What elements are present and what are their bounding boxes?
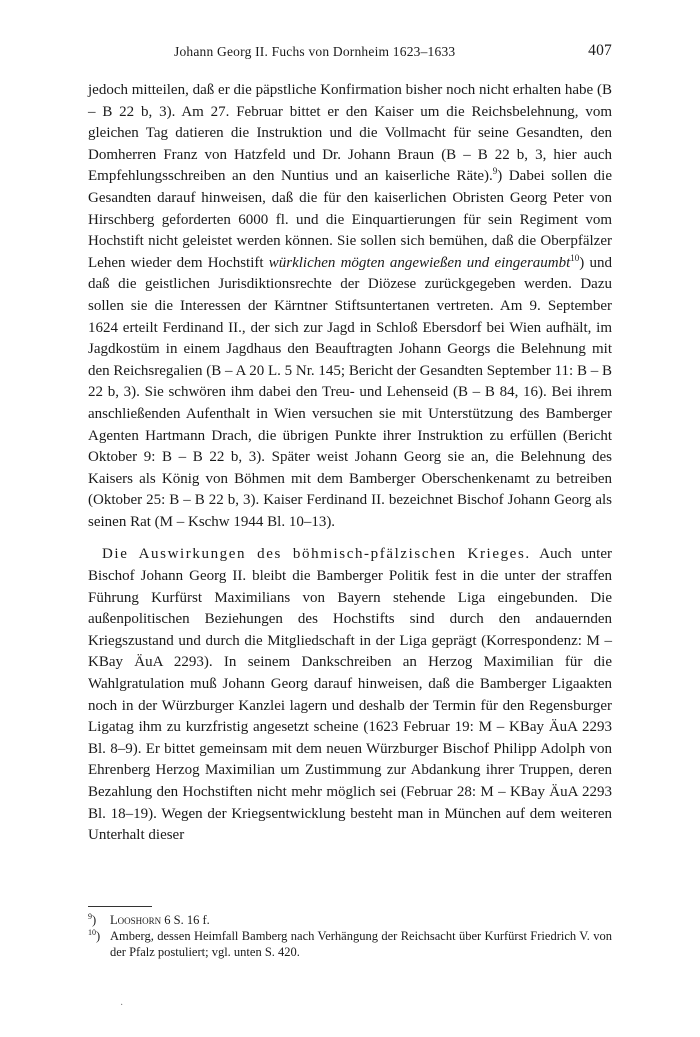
running-title: Johann Georg II. Fuchs von Dornheim 1623–1633 bbox=[174, 44, 456, 59]
page-number: 407 bbox=[588, 42, 612, 59]
footnote-divider bbox=[88, 906, 152, 907]
footnote-10-number: 10 bbox=[88, 928, 96, 937]
footnote-9 bbox=[88, 912, 612, 928]
footnotes bbox=[88, 912, 612, 960]
footnote-10-text: Amberg, dessen Heimfall Bamberg nach Verhängung der Reichsacht über Kurfürst Friedrich V. von der Pfalz postuliert; vgl. unten S. 420. bbox=[110, 929, 612, 959]
stray-mark: · bbox=[120, 1000, 124, 1011]
footnote-9-text: 6 S. 16 f. bbox=[161, 913, 210, 927]
paragraph-2-text: Auch unter Bischof Johann Georg II. bleibt die Bamberger Politik fest in die unter der straffen Führung Kurfürst Maximilians von Bayern stehende Liga eingebunden. Die außenpolitischen Beziehungen des Hochstifts sind durch den andauernden Kriegszustand und durch die Mitgliedschaft in der Liga geprägt (Korrespondenz: M – KBay ÄuA 2293). In seinem Dankschreiben an Herzog Maximilian für die Wahlgratulation muß Johann Georg darauf hinweisen, daß die Bamberger Ligaakten noch in der Würzburger Kanzlei lagern und deshalb der Termin für den Regensburger Ligatag ihm zu kurzfristig angesetzt scheine (1623 Februar 19: M – KBay ÄuA 2293 Bl. 8–9). Er bittet gemeinsam mit dem neuen Würzburger Bischof Philipp Adolph von Ehrenberg Herzog Maximilian um Zustimmung zur Abdankung ihrer Truppen, deren Bezahlung den Hochstiften nicht mehr möglich sei (Februar 28: M – KBay ÄuA 2293 Bl. 18–19). Wegen der Kriegsentwicklung besteht man in München auf dem weiteren Unterhalt dieser bbox=[88, 546, 612, 844]
footnote-ref-9: 9 bbox=[492, 166, 498, 177]
paragraph-1-part-b: ) Dabei sollen die Gesandten darauf hinweisen, daß die für den kaiserlichen Obristen Georg Peter von Hirschberg geforderten 6000 fl. und die Einquartierungen für sein Regiment vom Hochstift nicht geleistet werden können. Sie sollen sich bemühen, daß die Oberpfälzer Lehen wieder dem Hochstift bbox=[88, 168, 612, 271]
paragraph-1-part-a: jedoch mitteilen, daß er die päpstliche Konfirmation bisher noch nicht erhalten habe (B – B 22 b, 3). Am 27. Februar bittet er den Kaiser um die Reichsbelehnung, vom gleichen Tag datieren die Instruktion und die Vollmacht für seine Gesandten, den Domherren Franz von Hatzfeld und Dr. Johann Braun (B – B 22 b, 3, hier auch Empfehlungsschreiben an den Nuntius und an kaiserliche Räte). bbox=[88, 82, 612, 185]
paragraph-2 bbox=[88, 544, 612, 846]
footnote-ref-10: 10 bbox=[570, 252, 580, 263]
footnote-10 bbox=[88, 928, 612, 960]
footnote-9-marker: $^9$) bbox=[88, 912, 97, 927]
footnote-9-number: 9 bbox=[88, 912, 92, 921]
paragraph-1 bbox=[88, 80, 612, 533]
paragraph-1-part-c: ) und daß die geistlichen Jurisdiktionsrechte der Diözese zurückgegeben werden. Dazu sollen sie die Interessen der Kärntner Stiftsuntertanen vertreten. Am 9. September 1624 erteilt Ferdinand II., der sich zur Jagd in Schloß Ebersdorf bei Wien aufhält, im Jagdkostüm in einem Jagdhaus den Beauftragten Johann Georgs die Belehnung mit den Reichsregalien (B – A 20 L. 5 Nr. 145; Bericht der Gesandten September 11: B – B 22 b, 3). Sie schwören ihm dabei den Treu- und Lehenseid (B – B 84, 16). Bei ihrem anschließenden Aufenthalt in Wien versuchen sie mit Unterstützung des Bamberger Agenten Hartmann Drach, die übrigen Punkte ihrer Instruktion zu erfüllen (Bericht Oktober 9: B – B 22 b, 3). Später weist Johann Georg sie an, die Belehnung des Kaisers als König von Böhmen mit dem Bamberger Oberschenkenamt zu betreiben (Oktober 25: B – B 22 b, 3). Kaiser Ferdinand II. bezeichnet Bischof Johann Georg als seinen Rat (M – Kschw 1944 Bl. 10–13). bbox=[88, 254, 612, 530]
quoted-phrase: würklichen mögten angewießen und eingeraumbt bbox=[268, 254, 571, 271]
footnote-9-author: Looshorn bbox=[110, 913, 162, 927]
footnote-10-marker: $^{10}$) bbox=[88, 928, 101, 943]
section-heading: Die Auswirkungen des böhmisch-pfälzischen Krieges. bbox=[102, 546, 531, 563]
body-text bbox=[88, 80, 612, 847]
